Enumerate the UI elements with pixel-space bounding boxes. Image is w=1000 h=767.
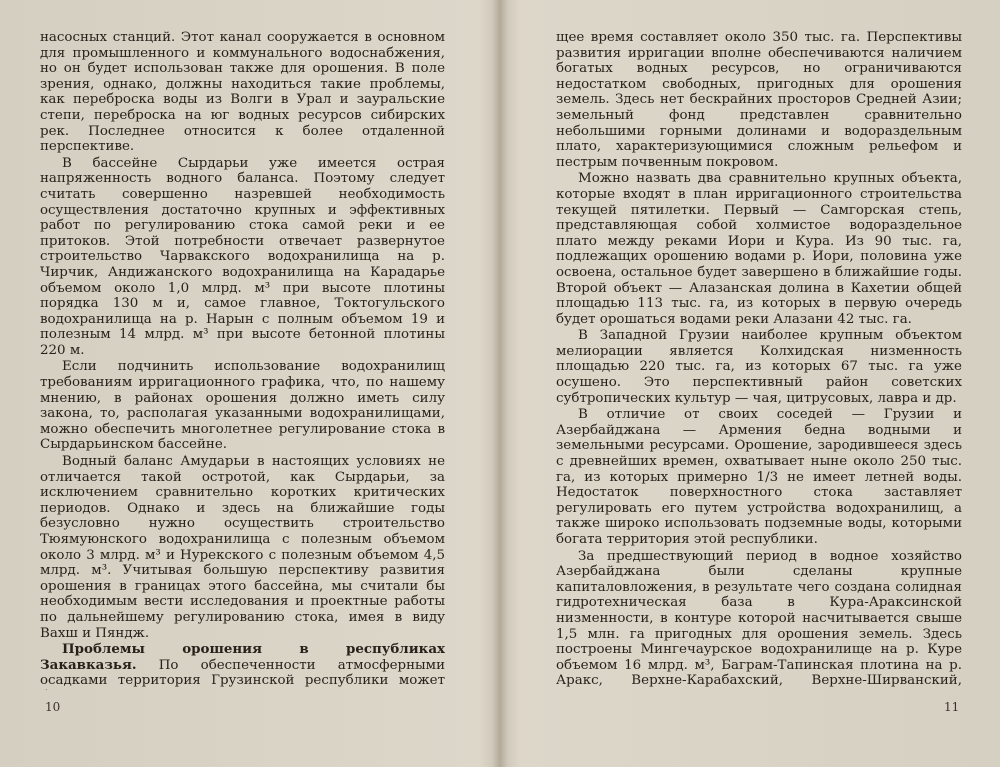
right-page-number: 11: [944, 700, 960, 714]
right-page: [556, 30, 962, 690]
left-paragraph-3: Если подчинить использование водохранилищ требованиям ирригационного графика, что, по нашему мнению, в районах орошения должно иметь силу закона, то, располагая указанными водохранилищами, можно обеспечить многолетнее регулирование стока в Сырдарьинском бассейне.: [40, 359, 445, 453]
right-paragraph-2: Можно назвать два сравнительно крупных объекта, которые входят в план ирригационного строительства текущей пятилетки. Первый — Самгорская степь, представляющая собой холмистое водораздельное плато между реками Иори и Кура. Из 90 тыс. га, подлежащих орошению водами р. Иори, половина уже освоена, остальное будет завершено в ближайшие годы. Второй объект — Алазанская долина в Кахетии общей площадью 113 тыс. га, из которых в первую очередь будет орошаться водами реки Алазани 42 тыс. га.: [556, 171, 962, 327]
left-page-number: 10: [45, 700, 61, 714]
section-heading: Проблемы орошения в республиках Закавказья.: [40, 641, 445, 673]
left-paragraph-2: В бассейне Сырдарьи уже имеется острая напряженность водного баланса. Поэтому следует считать совершенно назревшей необходимость осуществления достаточно крупных и эффективных работ по регулированию стока самой реки и ее притоков. Этой потребности отвечает развернутое строительство Чарвакского водохранилища на р. Чирчик, Андижанского водохранилища на Карадарье объемом около 1,0 млрд. м³ при высоте плотины порядка 130 м и, самое главное, Токтогульского водохранилища на р. Нарын с полным объемом 19 и полезным 14 млрд. м³ при высоте бетонной плотины 220 м.: [40, 155, 445, 358]
right-paragraph-5: За предшествующий период в водное хозяйство Азербайджана были сделаны крупные капиталовложения, в результате чего создана солидная гидротехническая база в Кура-Араксинской низменности, в контуре которой насчитывается свыше 1,5 млн. га пригодных для орошения земель. Здесь построены Мингечаурское водохранилище на р. Куре объемом 16 млрд. м³, Баграм-Тапинская плотина на р. Аракс, Верхне-Карабахский, Верхне-Ширванский,: [556, 548, 962, 689]
right-paragraph-4: В отличие от своих соседей — Грузии и Азербайджана — Армения бедна водными и земельными ресурсами. Орошение, зародившееся здесь с древнейших времен, охватывает ныне около 250 тыс. га, из которых примерно 1/3 не имеет летней воды. Недостаток поверхностного стока заставляет регулировать его путем устройства водохранилищ, а также широко использовать подземные воды, которыми богата территория этой республики.: [556, 407, 962, 547]
left-paragraph-1: насосных станций. Этот канал сооружается в основном для промышленного и коммунального водоснабжения, но он будет использован также для орошения. В поле зрения, однако, должны находиться такие проблемы, как переброска воды из Волги в Урал и зауральские степи, переброска на юг водных ресурсов сибирских рек. Последнее относится к более отдаленной перспективе.: [40, 30, 445, 155]
left-paragraph-4: Водный баланс Амударьи в настоящих условиях не отличается такой остротой, как Сырдарьи, за исключением сравнительно коротких критических периодов. Однако и здесь на ближайшие годы безусловно нужно осуществить строительство Тюямуюнского водохранилища с полезным объемом около 3 млрд. м³ и Нурекского с полезным объемом 4,5 млрд. м³. Учитывая большую перспективу развития орошения в границах этого бассейна, мы считали бы необходимым вести исследования и проектные работы по дальнейшему регулированию стока, имея в виду Вахш и Пяндж.: [40, 454, 445, 641]
right-paragraph-1: щее время составляет около 350 тыс. га. Перспективы развития ирригации вполне обеспечиваются наличием богатых водных ресурсов, но ограничиваются недостатком свободных, пригодных для орошения земель. Здесь нет бескрайних просторов Средней Азии; земельный фонд представлен сравнительно небольшими горными долинами и водораздельным плато, характеризующимися сложным рельефом и пестрым почвенным покровом.: [556, 30, 962, 170]
left-section-paragraph: [40, 642, 445, 690]
left-page: [40, 30, 445, 690]
right-paragraph-3: В Западной Грузии наиболее крупным объектом мелиорации является Колхидская низменность площадью 220 тыс. га, из которых 67 тыс. га уже осушено. Это перспективный район советских субтропических культур — чая, цитрусовых, лавра и др.: [556, 328, 962, 406]
book-gutter: [492, 0, 508, 767]
section-text: По обеспеченности атмосферными осадками территория Грузинской республики может: [40, 657, 445, 689]
